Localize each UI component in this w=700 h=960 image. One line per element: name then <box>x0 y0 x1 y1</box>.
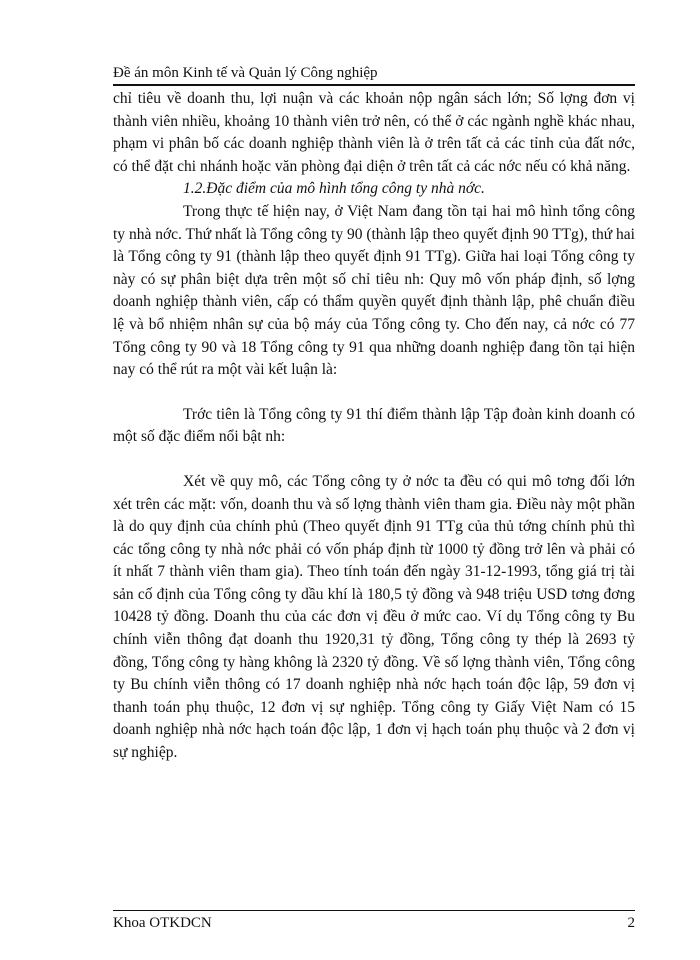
body-text <box>113 88 635 765</box>
paragraph-first-point: Trớc tiên là Tổng công ty 91 thí điểm thành lập Tập đoàn kinh doanh có một số đặc điểm nổi bật nh: <box>113 405 635 446</box>
section-heading: 1.2.Đặc điểm của mô hình tổng công ty nhà nớc. <box>183 180 485 198</box>
footer-department: Khoa OTKDCN <box>113 915 212 931</box>
page-number: 2 <box>627 915 635 931</box>
paragraph-two-models: Trong thực tế hiện nay, ở Việt Nam đang tồn tại hai mô hình tổng công ty nhà nớc. Thứ nhất là Tổng công ty 90 (thành lập theo quyết định 90 TTg), thứ hai là Tổng công ty 91 (thành lập theo quyết định 91 TTg). Giữa hai loại Tổng công ty này có sự phân biệt dựa trên một số chỉ tiêu nh: Quy mô vốn pháp định, số lợng doanh nghiệp thành viên, cấp có thẩm quyền quyết định thành lập, phê chuẩn điều lệ và bổ nhiệm nhân sự của bộ máy của Tổng công ty. Cho đến nay, cả nớc có 77 Tổng công ty 90 và 18 Tổng công ty 91 qua những doanh nghiệp đang tồn tại hiện nay có thể rút ra một vài kết luận là: <box>113 202 635 379</box>
paragraph-scale: Xét về quy mô, các Tổng công ty ở nớc ta đều có qui mô tơng đối lớn xét trên các mặt: vốn, doanh thu và số lợng thành viên tham gia. Điều này một phần là do quy định của chính phủ (Theo quyết định 91 TTg của thủ tớng chính phủ thì các tổng công ty nhà nớc phải có vốn pháp định từ 1000 tỷ đồng trở lên và phải có ít nhất 7 thành viên tham gia). Theo tính toán đến ngày 31-12-1993, tổng giá trị tài sản cố định của Tổng công ty dầu khí là 180,5 tỷ đồng và 948 triệu USD tơng đơng 10428 tỷ đồng. Doanh thu của các đơn vị đều ở mức cao. Ví dụ Tổng công ty Bu chính viễn thông đạt doanh thu 1920,31 tỷ đồng, Tổng công ty thép là 2693 tỷ đồng, Tổng công ty hàng không là 2320 tỷ đồng. Về số lợng thành viên, Tổng công ty Bu chính viễn thông có 17 doanh nghiệp nhà nớc hạch toán độc lập, 59 đơn vị thanh toán phụ thuộc, 12 đơn vị sự nghiệp. Tổng công ty Giấy Việt Nam có 15 doanh nghiệp nhà nớc hạch toán độc lập, 1 đơn vị hạch toán phụ thuộc và 2 đơn vị sự nghiệp. <box>113 472 635 762</box>
footer-divider <box>113 910 635 911</box>
paragraph-continuation: chỉ tiêu về doanh thu, lợi nuận và các khoản nộp ngân sách lớn; Số lợng đơn vị thành viên nhiều, khoảng 10 thành viên trở nên, có thể ở các ngành nghề khác nhau, phạm vi phân bố các doanh nghiệp thành viên là ở trên tất cả các tỉnh của đất nớc, có thể đặt chi nhánh hoặc văn phòng đại diện ở trên tất cả các nớc nếu có khả năng. <box>113 90 635 175</box>
page-header-title: Đề án môn Kinh tế và Quản lý Công nghiệp <box>113 65 378 81</box>
header-divider <box>113 84 635 86</box>
